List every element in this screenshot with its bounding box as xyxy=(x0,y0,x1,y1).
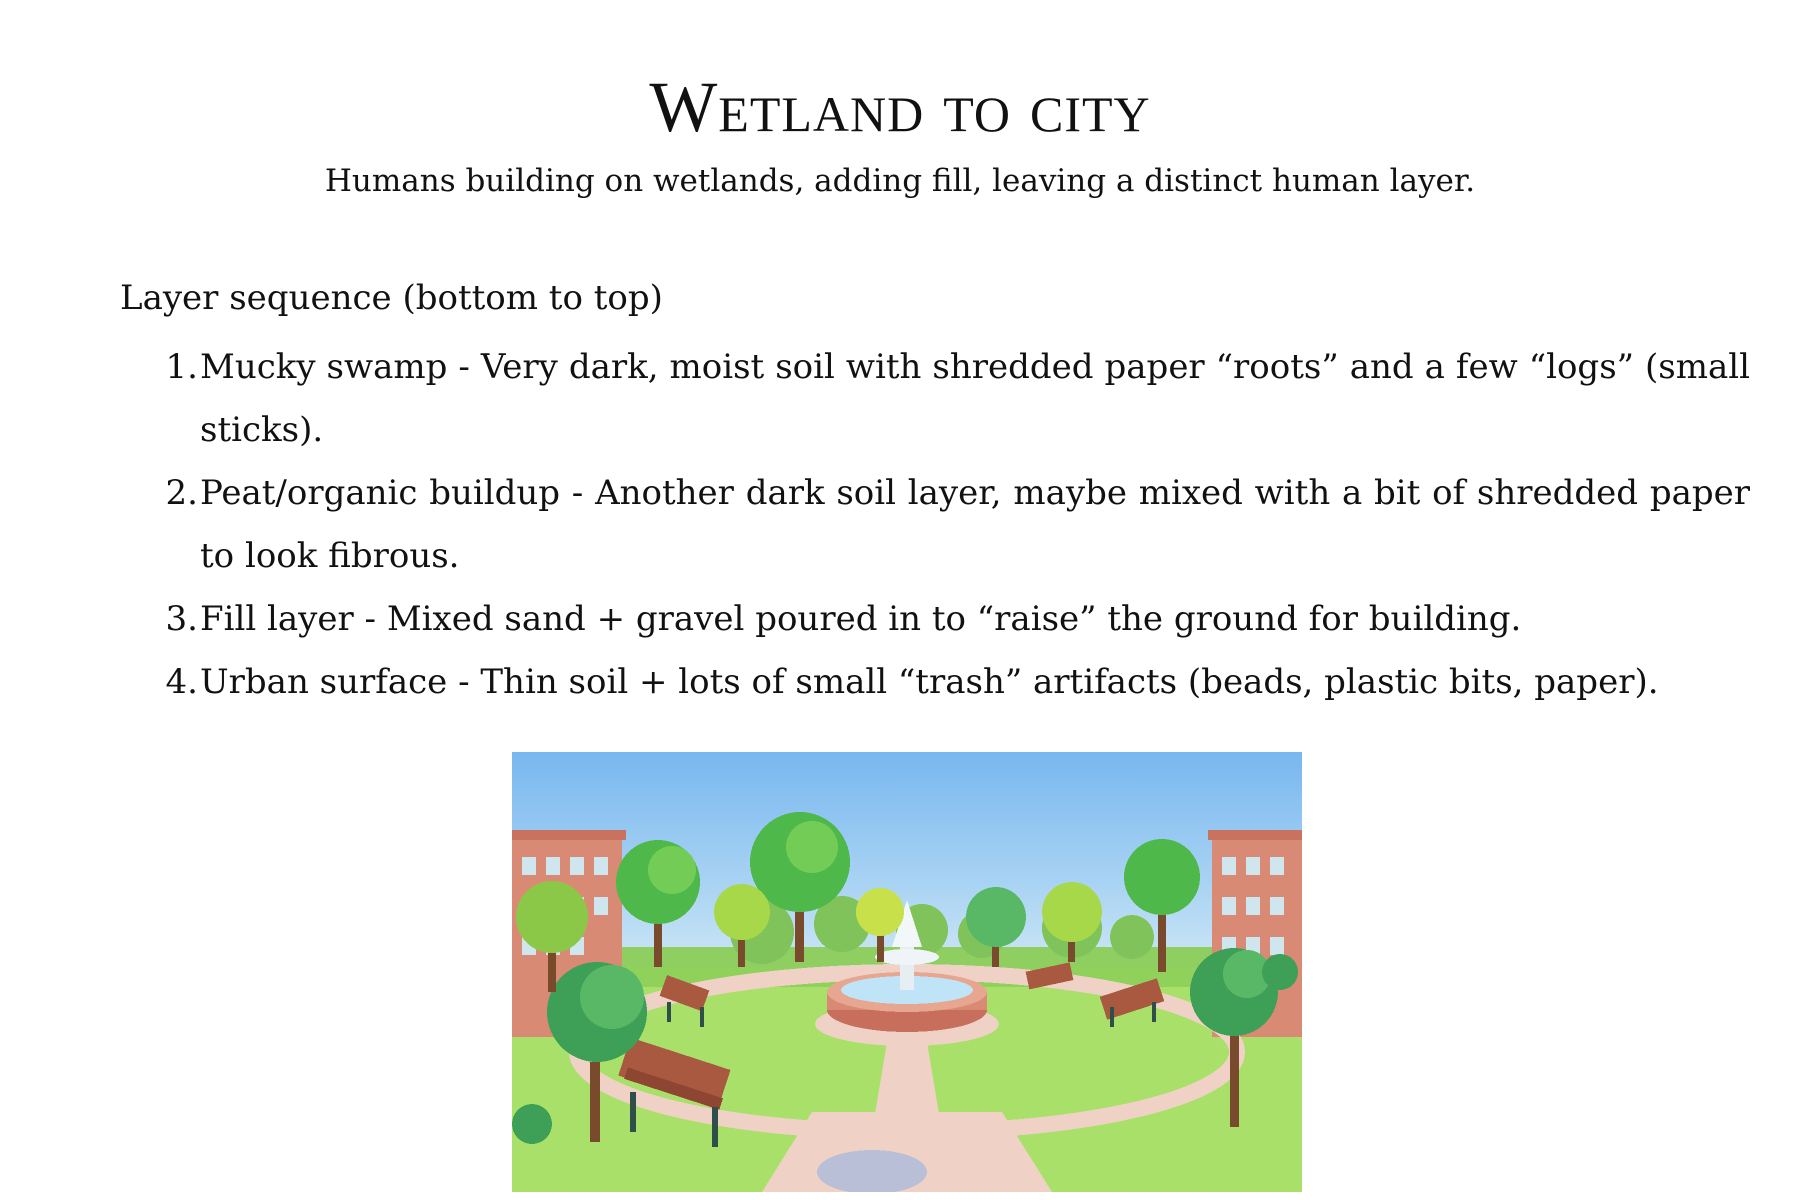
list-item-text: Peat/organic buildup - Another dark soil layer, maybe mixed with a bit of shredded paper to look fibrous. xyxy=(200,473,1750,576)
layer-list-heading: Layer sequence (bottom to top) xyxy=(120,278,663,318)
list-item-text: Urban surface - Thin soil + lots of small “trash” artifacts (beads, plastic bits, paper). xyxy=(200,662,1659,702)
list-item-number: 3. xyxy=(165,599,198,639)
list-item-text: Mucky swamp - Very dark, moist soil with shredded paper “roots” and a few “logs” (small sticks). xyxy=(200,347,1750,450)
list-item xyxy=(160,651,1750,714)
list-item xyxy=(160,588,1750,651)
list-item xyxy=(160,462,1750,588)
list-item-number: 2. xyxy=(165,473,198,513)
list-item-text: Fill layer - Mixed sand + gravel poured in to “raise” the ground for building. xyxy=(200,599,1522,639)
list-item xyxy=(160,336,1750,462)
list-item-number: 4. xyxy=(165,662,198,702)
park-illustration xyxy=(512,752,1302,1192)
path-shadow xyxy=(817,1150,927,1192)
list-item-number: 1. xyxy=(165,347,198,387)
layer-list xyxy=(160,336,1750,714)
page-subtitle: Humans building on wetlands, adding fill, leaving a distinct human layer. xyxy=(324,163,1476,199)
page-title: Wetland to city xyxy=(649,67,1151,147)
